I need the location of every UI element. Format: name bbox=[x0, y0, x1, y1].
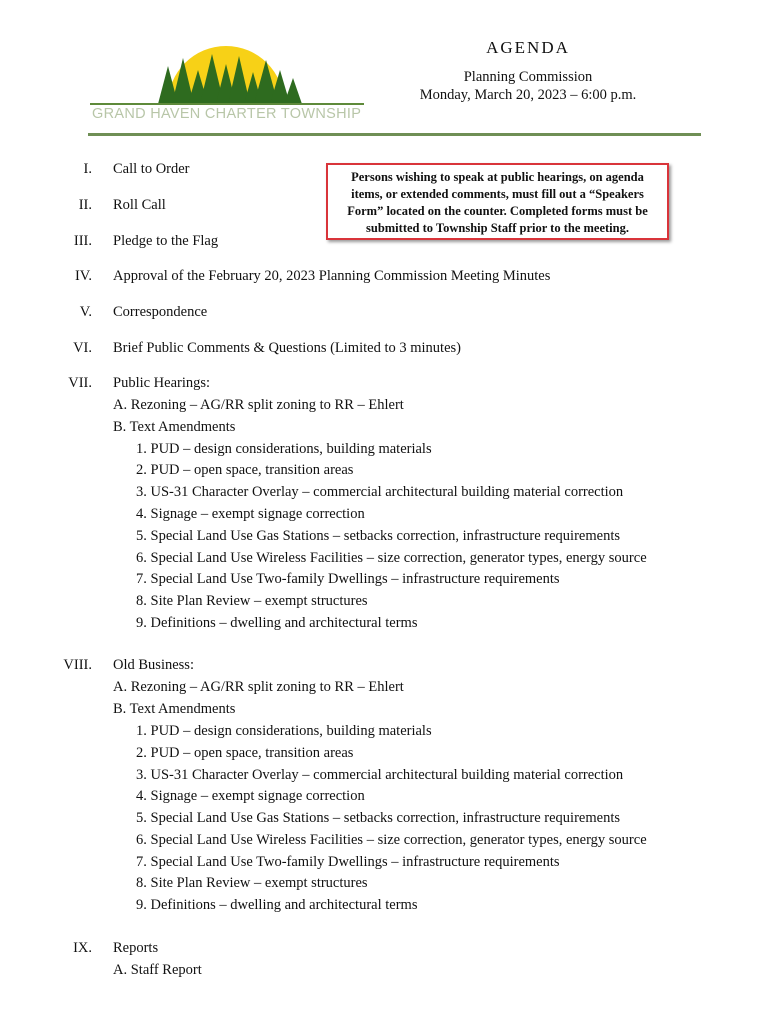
list-item: 1. PUD – design considerations, building materials bbox=[136, 723, 432, 739]
item-number: VI. bbox=[73, 340, 92, 356]
list-item: 1. PUD – design considerations, building materials bbox=[136, 441, 432, 457]
agenda-header bbox=[398, 38, 658, 104]
item-label: Pledge to the Flag bbox=[113, 233, 219, 249]
list-item: 3. US-31 Character Overlay – commercial architectural building material correction bbox=[136, 484, 624, 500]
list-item: 5. Special Land Use Gas Stations – setbacks correction, infrastructure requirements bbox=[136, 528, 620, 544]
item-label: Correspondence bbox=[113, 304, 208, 320]
sub-item-b: B. Text Amendments bbox=[113, 701, 236, 717]
list-item: 7. Special Land Use Two-family Dwellings – infrastructure requirements bbox=[136, 854, 560, 870]
list-item: 9. Definitions – dwelling and architectural terms bbox=[136, 897, 418, 913]
item-number: II. bbox=[78, 197, 92, 213]
item-number: III. bbox=[73, 233, 92, 249]
item-label: Roll Call bbox=[113, 197, 166, 213]
item-label: Brief Public Comments & Questions (Limited to 3 minutes) bbox=[113, 340, 461, 356]
header-divider bbox=[88, 133, 701, 136]
list-item: 5. Special Land Use Gas Stations – setbacks correction, infrastructure requirements bbox=[136, 810, 620, 826]
item-number: V. bbox=[79, 304, 92, 320]
item-label: Reports bbox=[113, 940, 159, 956]
speakers-notice: Persons wishing to speak at public hearings, on agenda items, or extended comments, must fill out a “Speakers Form” located on the counter. Completed forms must be submitted to Township Staff prior to the meeting. bbox=[326, 163, 669, 240]
item-number: I. bbox=[83, 161, 92, 177]
list-item: 6. Special Land Use Wireless Facilities – size correction, generator types, energy source bbox=[136, 550, 647, 566]
logo-underline bbox=[90, 103, 364, 105]
list-item: 8. Site Plan Review – exempt structures bbox=[136, 875, 368, 891]
list-item: 4. Signage – exempt signage correction bbox=[136, 506, 365, 522]
list-item: 2. PUD – open space, transition areas bbox=[136, 745, 354, 761]
list-item: 2. PUD – open space, transition areas bbox=[136, 462, 354, 478]
sub-item-b: B. Text Amendments bbox=[113, 419, 236, 435]
item-number: VII. bbox=[68, 375, 92, 391]
list-item: 9. Definitions – dwelling and architectural terms bbox=[136, 615, 418, 631]
item-label: Approval of the February 20, 2023 Planning Commission Meeting Minutes bbox=[113, 268, 551, 284]
org-name: GRAND HAVEN CHARTER TOWNSHIP bbox=[92, 106, 362, 122]
list-item: 4. Signage – exempt signage correction bbox=[136, 788, 365, 804]
meeting-date: Monday, March 20, 2023 – 6:00 p.m. bbox=[419, 87, 637, 103]
sub-item-a: A. Staff Report bbox=[113, 962, 202, 978]
item-number: IV. bbox=[74, 268, 92, 284]
item-number: IX. bbox=[73, 940, 92, 956]
list-item: 8. Site Plan Review – exempt structures bbox=[136, 593, 368, 609]
township-logo bbox=[88, 36, 364, 132]
sun-trees-icon bbox=[88, 36, 364, 106]
meeting-body: Planning Commission bbox=[463, 69, 593, 85]
item-number: VIII. bbox=[63, 657, 92, 673]
list-item: 7. Special Land Use Two-family Dwellings – infrastructure requirements bbox=[136, 571, 560, 587]
list-item: 3. US-31 Character Overlay – commercial architectural building material correction bbox=[136, 767, 624, 783]
item-label: Public Hearings: bbox=[113, 375, 211, 391]
sub-item-a: A. Rezoning – AG/RR split zoning to RR – Ehlert bbox=[113, 397, 404, 413]
item-label: Old Business: bbox=[113, 657, 194, 673]
list-item: 6. Special Land Use Wireless Facilities – size correction, generator types, energy source bbox=[136, 832, 647, 848]
item-label: Call to Order bbox=[113, 161, 190, 177]
agenda-title: AGENDA bbox=[486, 38, 570, 57]
sub-item-a: A. Rezoning – AG/RR split zoning to RR – Ehlert bbox=[113, 679, 404, 695]
